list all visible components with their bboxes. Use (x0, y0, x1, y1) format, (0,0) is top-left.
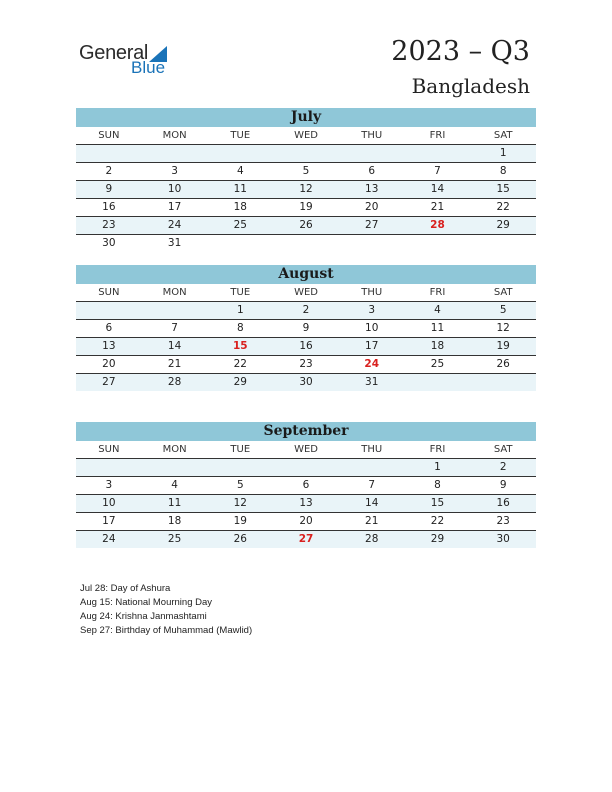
date-cell: 10 (102, 497, 116, 509)
date-cell: 20 (102, 358, 116, 370)
weeks (76, 145, 536, 252)
date-cell: 5 (499, 304, 507, 316)
date-cell: 22 (496, 201, 510, 213)
week-row (76, 235, 536, 252)
weekday-label: SUN (98, 287, 120, 298)
date-cell: 16 (496, 497, 510, 509)
date-cell: 21 (430, 201, 445, 213)
week-row (76, 477, 536, 495)
date-cell (76, 459, 142, 476)
weekday-header-row (76, 284, 536, 302)
date-cell: 18 (430, 340, 445, 352)
week-row (76, 181, 536, 199)
holiday-date-cell: 28 (430, 219, 445, 231)
date-cell (207, 145, 273, 162)
date-cell: 9 (499, 479, 507, 491)
date-cell: 6 (302, 479, 310, 491)
weekday-label: SAT (493, 130, 513, 141)
date-cell (405, 374, 471, 391)
date-cell: 2 (499, 461, 507, 473)
weekday-label: THU (361, 130, 383, 141)
date-cell: 17 (365, 340, 379, 352)
date-cell: 12 (299, 183, 313, 195)
date-cell: 6 (105, 322, 113, 334)
date-cell (273, 145, 339, 162)
date-cell: 14 (365, 497, 379, 509)
week-row (76, 163, 536, 181)
date-cell: 4 (236, 165, 244, 177)
weeks (76, 302, 536, 391)
date-cell: 1 (434, 461, 441, 473)
month-name: August (76, 265, 536, 284)
date-cell: 4 (171, 479, 178, 491)
date-cell (470, 235, 536, 252)
weekday-label: SUN (98, 130, 120, 141)
weekday-label: TUE (230, 287, 251, 298)
month-calendar-july (76, 108, 536, 252)
date-cell: 22 (430, 515, 445, 527)
date-cell: 16 (299, 340, 313, 352)
date-cell (273, 459, 339, 476)
date-cell: 2 (105, 165, 113, 177)
date-cell: 7 (434, 165, 441, 177)
date-cell: 26 (299, 219, 313, 231)
date-cell: 23 (299, 358, 313, 370)
date-cell: 8 (434, 479, 441, 491)
date-cell: 18 (167, 515, 182, 527)
date-cell: 21 (365, 515, 379, 527)
weekday-label: WED (294, 130, 318, 141)
date-cell: 14 (167, 340, 182, 352)
weekday-header-row (76, 441, 536, 459)
date-cell: 24 (102, 533, 116, 545)
date-cell: 9 (105, 183, 113, 195)
date-cell: 22 (233, 358, 247, 370)
date-cell (207, 235, 273, 252)
week-row (76, 320, 536, 338)
week-row (76, 338, 536, 356)
date-cell: 26 (496, 358, 510, 370)
date-cell: 15 (496, 183, 510, 195)
holiday-note: Jul 28: Day of Ashura (80, 583, 171, 594)
holiday-note: Aug 24: Krishna Janmashtami (80, 611, 207, 622)
date-cell: 12 (496, 322, 510, 334)
month-name: July (76, 108, 536, 127)
date-cell (76, 302, 142, 319)
weekday-label: MON (162, 287, 187, 298)
date-cell: 3 (368, 304, 376, 316)
date-cell: 21 (167, 358, 182, 370)
date-cell: 15 (430, 497, 445, 509)
date-cell: 5 (302, 165, 310, 177)
date-cell: 13 (299, 497, 313, 509)
date-cell: 8 (236, 322, 244, 334)
date-cell: 11 (167, 497, 182, 509)
date-cell: 17 (167, 201, 182, 213)
date-cell: 20 (299, 515, 313, 527)
date-cell (470, 374, 536, 391)
weekday-label: TUE (230, 444, 251, 455)
date-cell: 10 (365, 322, 379, 334)
weekday-label: SUN (98, 444, 120, 455)
weekday-label: SAT (493, 287, 513, 298)
date-cell: 29 (496, 219, 510, 231)
week-row (76, 356, 536, 374)
holiday-date-cell: 27 (298, 533, 314, 545)
holiday-notes (80, 582, 252, 638)
date-cell: 3 (171, 165, 178, 177)
date-cell: 16 (102, 201, 116, 213)
date-cell (339, 459, 405, 476)
date-cell: 31 (365, 376, 379, 388)
week-row (76, 145, 536, 163)
date-cell (405, 235, 471, 252)
date-cell (273, 235, 339, 252)
weekday-label: WED (294, 444, 318, 455)
week-row (76, 495, 536, 513)
date-cell: 7 (368, 479, 376, 491)
date-cell: 28 (167, 376, 182, 388)
date-cell: 14 (430, 183, 445, 195)
date-cell (207, 459, 273, 476)
week-row (76, 513, 536, 531)
date-cell: 12 (233, 497, 247, 509)
date-cell (339, 145, 405, 162)
weeks (76, 459, 536, 548)
weekday-label: MON (162, 444, 187, 455)
weekday-header-row (76, 127, 536, 145)
date-cell: 13 (102, 340, 116, 352)
date-cell: 27 (365, 219, 379, 231)
date-cell: 25 (233, 219, 247, 231)
date-cell: 30 (496, 533, 510, 545)
date-cell: 11 (233, 183, 247, 195)
holiday-note: Aug 15: National Mourning Day (80, 597, 213, 608)
date-cell: 1 (236, 304, 244, 316)
holiday-date-cell: 24 (364, 358, 380, 370)
date-cell: 30 (299, 376, 313, 388)
week-row (76, 217, 536, 235)
logo-text-blue: Blue (131, 58, 166, 77)
weekday-label: TUE (230, 130, 251, 141)
date-cell (76, 145, 142, 162)
date-cell: 20 (365, 201, 379, 213)
date-cell: 18 (233, 201, 247, 213)
date-cell (405, 145, 471, 162)
date-cell: 25 (167, 533, 182, 545)
date-cell: 2 (302, 304, 310, 316)
date-cell: 23 (102, 219, 116, 231)
date-cell: 27 (102, 376, 116, 388)
weekday-label: SAT (493, 444, 513, 455)
date-cell (142, 302, 208, 319)
date-cell: 19 (299, 201, 313, 213)
date-cell: 29 (430, 533, 445, 545)
date-cell: 4 (434, 304, 441, 316)
country-name: Bangladesh (411, 74, 530, 98)
week-row (76, 199, 536, 217)
week-row (76, 302, 536, 320)
logo-text-general: General (79, 42, 149, 64)
date-cell: 7 (171, 322, 178, 334)
month-name: September (76, 422, 536, 441)
page-title: 2023 – Q3 (391, 36, 530, 67)
date-cell: 19 (233, 515, 247, 527)
week-row (76, 374, 536, 391)
date-cell: 6 (368, 165, 376, 177)
weekday-label: FRI (429, 444, 446, 455)
weekday-label: FRI (429, 130, 446, 141)
weekday-label: THU (361, 287, 383, 298)
date-cell: 10 (167, 183, 182, 195)
week-row (76, 459, 536, 477)
date-cell: 25 (430, 358, 445, 370)
month-calendar-august (76, 265, 536, 391)
weekday-label: FRI (429, 287, 446, 298)
date-cell (142, 459, 208, 476)
date-cell: 1 (499, 147, 507, 159)
date-cell: 26 (233, 533, 247, 545)
generalblue-logo (79, 42, 179, 78)
date-cell: 5 (236, 479, 244, 491)
date-cell: 28 (365, 533, 379, 545)
date-cell: 24 (167, 219, 182, 231)
date-cell: 11 (430, 322, 445, 334)
week-row (76, 531, 536, 548)
holiday-note: Sep 27: Birthday of Muhammad (Mawlid) (80, 625, 253, 636)
weekday-label: WED (294, 287, 318, 298)
date-cell (142, 145, 208, 162)
date-cell: 3 (105, 479, 113, 491)
weekday-label: THU (361, 444, 383, 455)
date-cell: 31 (167, 237, 182, 249)
date-cell: 23 (496, 515, 510, 527)
month-calendar-september (76, 422, 536, 548)
date-cell: 30 (102, 237, 116, 249)
date-cell (339, 235, 405, 252)
date-cell: 29 (233, 376, 247, 388)
date-cell: 9 (302, 322, 310, 334)
holiday-date-cell: 15 (232, 340, 248, 352)
weekday-label: MON (162, 130, 187, 141)
date-cell: 17 (102, 515, 116, 527)
date-cell: 13 (365, 183, 379, 195)
date-cell: 19 (496, 340, 510, 352)
date-cell: 8 (499, 165, 507, 177)
